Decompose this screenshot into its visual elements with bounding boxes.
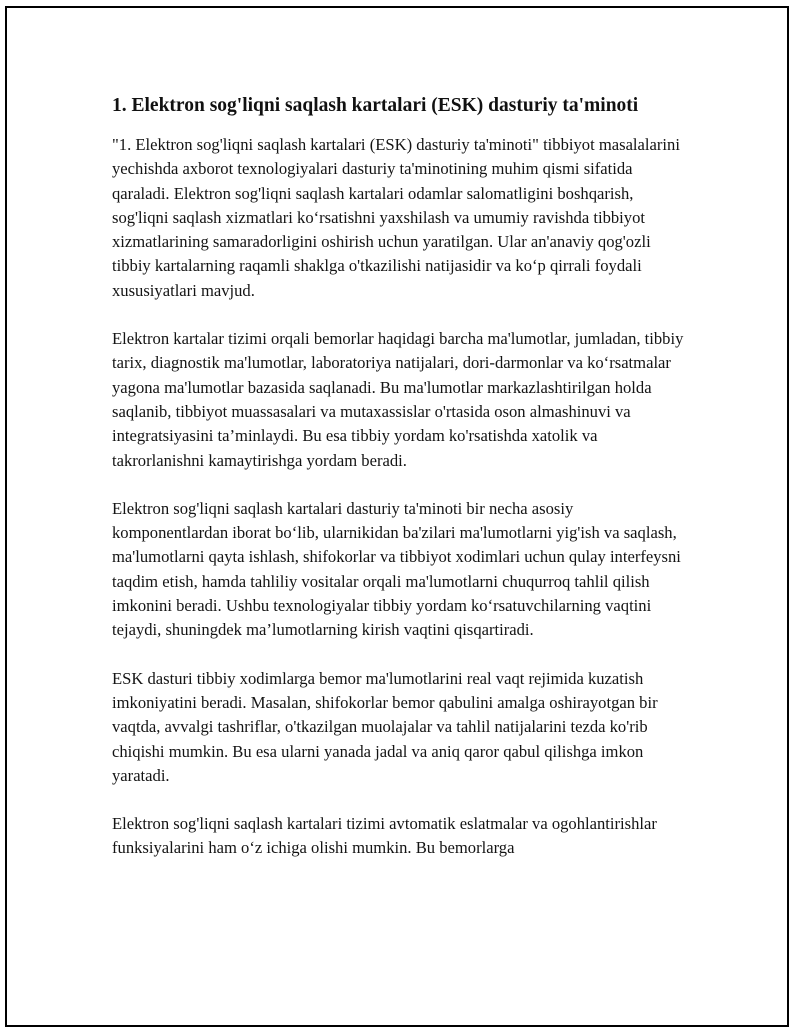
section-heading: 1. Elektron sog'liqni saqlash kartalari (ESK) dasturiy ta'minoti [112, 95, 639, 116]
paragraph-1: "1. Elektron sog'liqni saqlash kartalari (ESK) dasturiy ta'minoti" tibbiyot masalalarini yechishda axborot texnologiyalari dasturiy ta'minotining muhim qismi sifatida qaraladi. Elektron sog'liqni saqlash kartalari odamlar salomatligini boshqarish, sog'liqni saqlash xizmatlari ko‘rsatishni yaxshilash va umumiy ravishda tibbiyot xizmatlarining samaradorligini oshirish uchun yaratilgan. Ular an'anaviy qog'ozli tibbiy kartalarning raqamli shaklga o'tkazilishi natijasidir va ko‘p qirrali foydali xususiyatlari mavjud. [112, 135, 680, 300]
paragraph-3: Elektron sog'liqni saqlash kartalari dasturiy ta'minoti bir necha asosiy komponentlardan iborat bo‘lib, ularnikidan ba'zilari ma'lumotlarni yig'ish va saqlash, ma'lumotlarni qayta ishlash, shifokorlar va tibbiyot xodimlari uchun qulay interfeysni taqdim etish, hamda tahliliy vositalar orqali ma'lumotlarni chuqurroq tahlil qilish imkonini beradi. Ushbu texnologiyalar tibbiy yordam ko‘rsatuvchilarning vaqtini tejaydi, shuningdek ma’lumotlarning kirish vaqtini qisqartiradi. [112, 498, 681, 640]
document-body [112, 92, 692, 885]
paragraph-5: Elektron sog'liqni saqlash kartalari tizimi avtomatik eslatmalar va ogohlantirishlar funksiyalarini ham o‘z ichiga olishi mumkin. Bu bemorlarga [112, 814, 657, 858]
paragraph-4: ESK dasturi tibbiy xodimlarga bemor ma'lumotlarini real vaqt rejimida kuzatish imkoniyatini beradi. Masalan, shifokorlar bemor qabulini amalga oshirayotgan bir vaqtda, avvalgi tashriflar, o'tkazilgan muolajalar va tahlil natijalarini tezda ko'rib chiqishi mumkin. Bu esa ularni yanada jadal va aniq qaror qabul qilishga imkon yaratadi. [112, 668, 658, 785]
paragraph-2: Elektron kartalar tizimi orqali bemorlar haqidagi barcha ma'lumotlar, jumladan, tibbiy tarix, diagnostik ma'lumotlar, laboratoriya natijalari, dori-darmonlar va ko‘rsatmalar yagona ma'lumotlar bazasida saqlanadi. Bu ma'lumotlar markazlashtirilgan holda saqlanib, tibbiyot muassasalari va mutaxassislar o'rtasida oson almashinuvi va integratsiyasini ta’minlaydi. Bu esa tibbiy yordam ko'rsatishda xatolik va takrorlanishni kamaytirishga yordam beradi. [112, 329, 684, 470]
